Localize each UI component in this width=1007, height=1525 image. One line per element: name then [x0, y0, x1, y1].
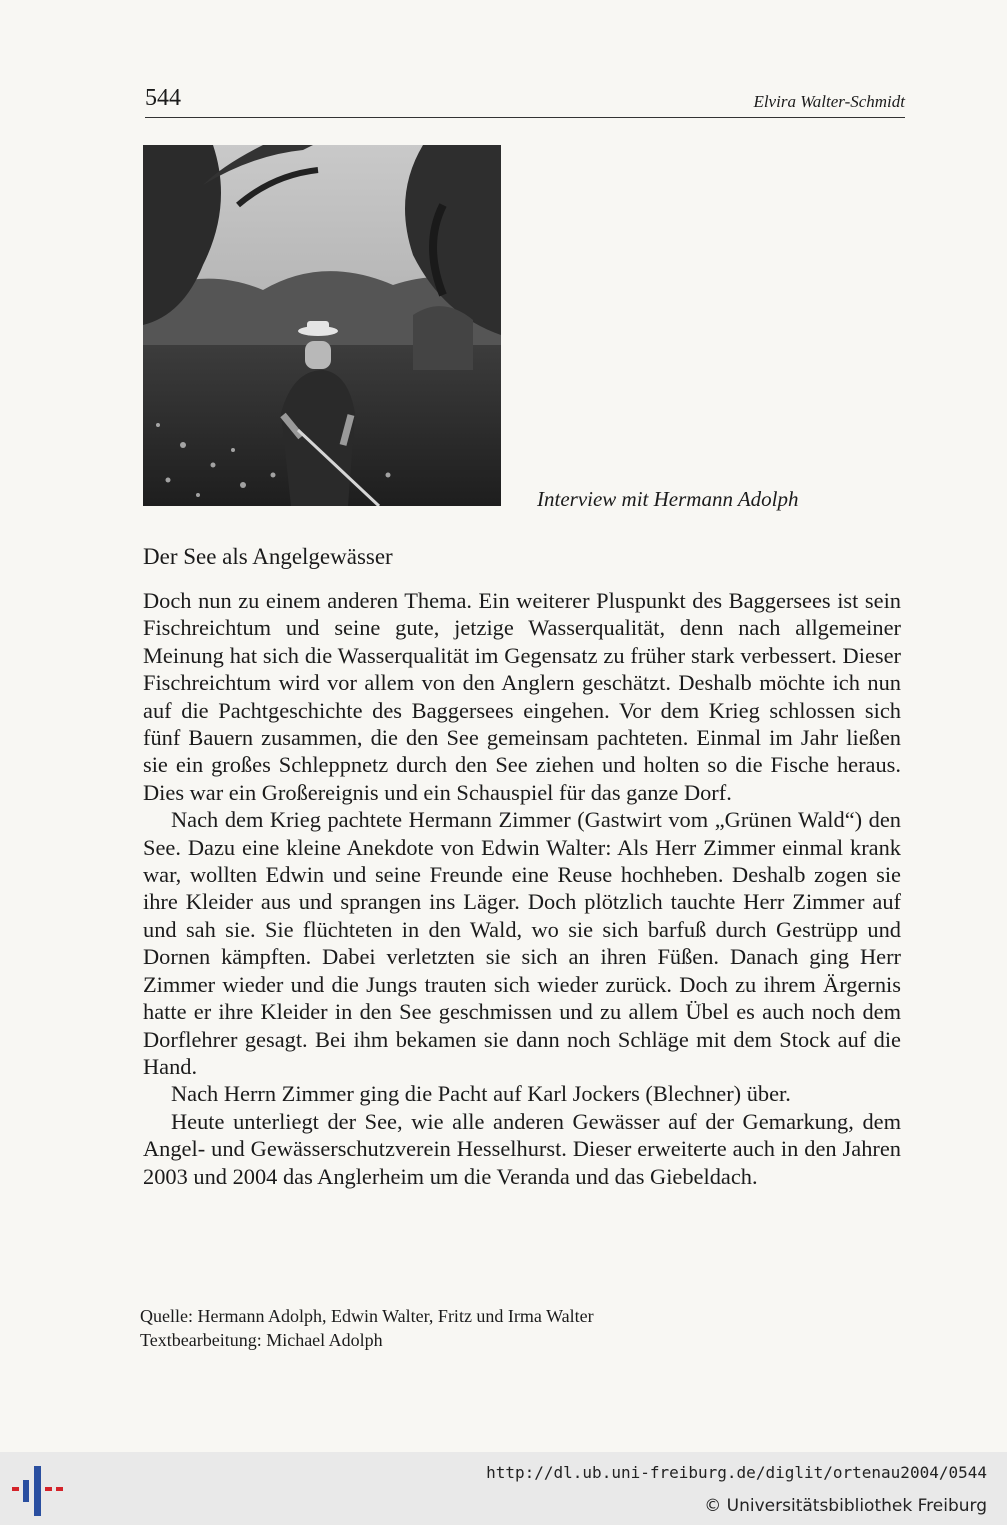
paragraph: Heute unterliegt der See, wie alle anderen Gewässer auf der Gemarkung, dem Angel- und Gewässerschutzverein Hesselhurst. Dieser erweiterte auch in den Jahren 2003 und 2004 das Anglerheim um die Veranda und das Giebeldach. — [143, 1108, 901, 1189]
viewer-footer — [0, 1452, 1007, 1525]
library-logo-icon — [12, 1460, 64, 1518]
photo-caption: Interview mit Hermann Adolph — [537, 487, 799, 511]
interview-photo — [143, 145, 501, 506]
source-line: Quelle: Hermann Adolph, Edwin Walter, Fritz und Irma Walter — [140, 1306, 594, 1326]
page-number: 544 — [145, 85, 181, 111]
running-head-author: Elvira Walter-Schmidt — [753, 92, 905, 111]
copyright-notice: © Universitätsbibliothek Freiburg — [704, 1496, 987, 1516]
header-rule — [145, 117, 905, 118]
paragraph: Nach Herrn Zimmer ging die Pacht auf Karl Jockers (Blechner) über. — [171, 1081, 791, 1107]
body-text — [143, 587, 901, 1190]
paragraph: Nach dem Krieg pachtete Hermann Zimmer (Gastwirt vom „Grünen Wald“) den See. Dazu eine kleine Anekdote von Edwin Walter: Als Herr Zimmer einmal krank war, wollten Edwin und seine Freunde eine Reuse hochheben. Deshalb zogen sie ihre Kleider aus und sprangen ins Läger. Doch plötzlich tauchte Herr Zimmer auf und sah sie. Sie flüchteten in den Wald, wo sie sich barfuß durch Gestrüpp und Dornen kämpften. Dabei verletzten sie sich an ihren Füßen. Danach ging Herr Zimmer wieder und die Jungs trauten sich wieder zurück. Doch zu ihrem Ärgernis hatte er ihre Kleider in den See geschmissen und zu allem Übel es auch noch dem Dorflehrer gesagt. Bei ihm bekamen sie dann noch Schläge mit dem Stock auf die Hand. — [143, 807, 901, 1079]
sources-block — [140, 1304, 594, 1352]
section-heading: Der See als Angelgewässer — [143, 544, 393, 569]
document-url-link[interactable]: http://dl.ub.uni-freiburg.de/diglit/ortenau2004/0544 — [486, 1463, 987, 1482]
paragraph: Doch nun zu einem anderen Thema. Ein weiterer Pluspunkt des Baggersees ist sein Fischreichtum und seine gute, jetzige Wasserqualität, denn nach allgemeiner Meinung hat sich die Wasserqualität im Gegensatz zu früher stark verbessert. Dieser Fischreichtum wird vor allem von den Anglern geschätzt. Deshalb möchte ich nun auf die Pachtgeschichte des Baggersees eingehen. Vor dem Krieg schlossen sich fünf Bauern zusammen, die den See gemeinsam pachteten. Einmal im Jahr ließen sie ein großes Schleppnetz durch den See ziehen und holten so die Fische heraus. Dies war ein Großereignis und ein Schauspiel für das ganze Dorf. — [143, 588, 901, 805]
editing-line: Textbearbeitung: Michael Adolph — [140, 1330, 383, 1350]
